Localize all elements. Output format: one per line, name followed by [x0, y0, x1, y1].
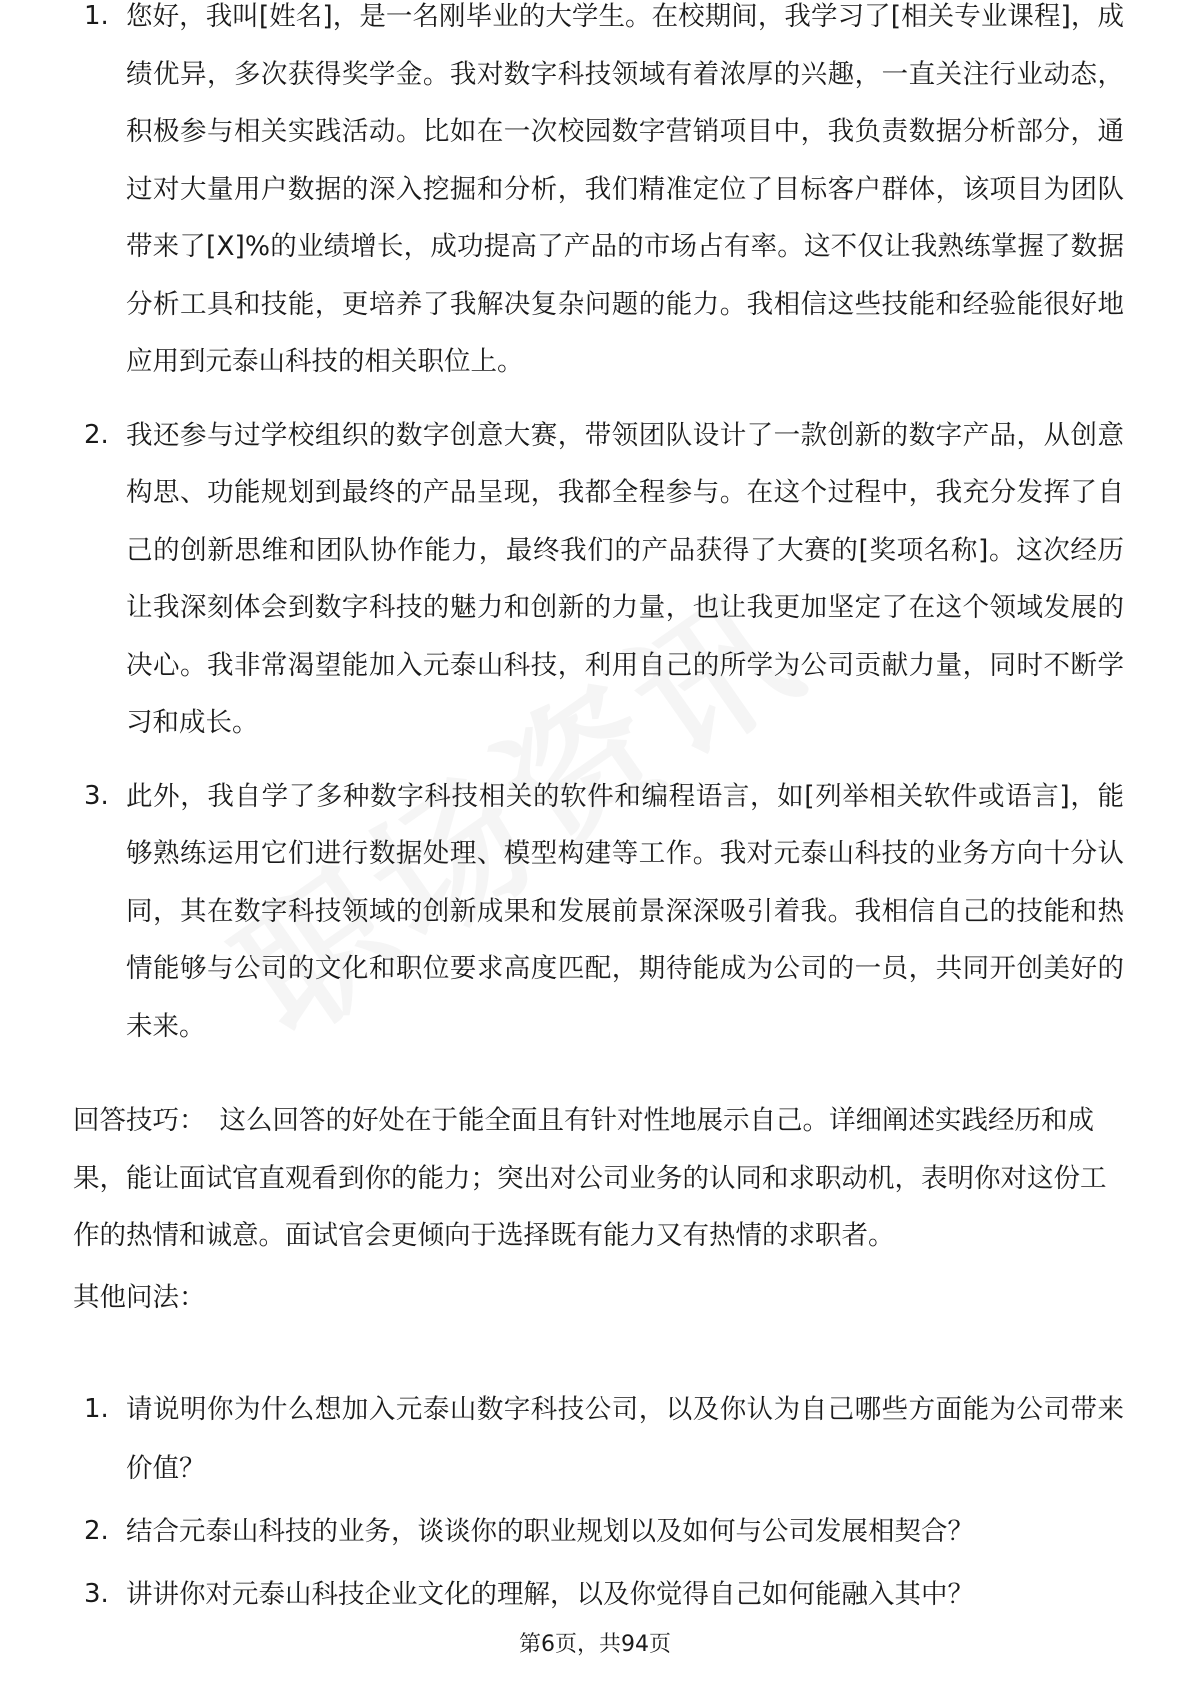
list-item	[0, 1565, 1124, 1624]
list-item-text: 结合元泰山科技的业务，谈谈你的职业规划以及如何与公司发展相契合？	[126, 1516, 974, 1547]
list-item	[0, 0, 1124, 391]
list-item	[0, 407, 1124, 752]
answer-tips	[73, 1092, 1125, 1265]
list-item	[0, 768, 1124, 1056]
list-item-number: 3.	[84, 780, 109, 811]
list-item	[0, 1380, 1124, 1498]
list-item-text: 讲讲你对元泰山科技企业文化的理解，以及你觉得自己如何能融入其中？	[126, 1579, 974, 1610]
list-item-number: 2.	[84, 1516, 109, 1546]
tips-text: 这么回答的好处在于能全面且有针对性地展示自己。详细阐述实践经历和成果，能让面试官直观看到你的能力；突出对公司业务的认同和求职动机，表明你对这份工作的热情和诚意。面试官会更倾向于选择既有能力又有热情的求职者。	[73, 1105, 1107, 1251]
list-item-number: 2.	[84, 419, 109, 450]
tips-label: 回答技巧：	[73, 1105, 206, 1136]
list-item-text: 我还参与过学校组织的数字创意大赛，带领团队设计了一款创新的数字产品，从创意构思、功能规划到最终的产品呈现，我都全程参与。在这个过程中，我充分发挥了自己的创新思维和团队协作能力，最终我们的产品获得了大赛的[奖项名称]。这次经历让我深刻体会到数字科技的魅力和创新的力量，也让我更加坚定了在这个领域发展的决心。我非常渴望能加入元泰山科技，利用自己的所学为公司贡献力量，同时不断学习和成长。	[126, 419, 1124, 738]
list-item-number: 3.	[84, 1579, 109, 1609]
answer-list	[0, 1, 1124, 1055]
list-item-text: 您好，我叫[姓名]，是一名刚毕业的大学生。在校期间，我学习了[相关专业课程]，成绩优异，多次获得奖学金。我对数字科技领域有着浓厚的兴趣，一直关注行业动态，积极参与相关实践活动。比如在一次校园数字营销项目中，我负责数据分析部分，通过对大量用户数据的深入挖掘和分析，我们精准定位了目标客户群体，该项目为团队带来了[X]%的业绩增长，成功提高了产品的市场占有率。这不仅让我熟练掌握了数据分析工具和技能，更培养了我解决复杂问题的能力。我相信这些技能和经验能很好地应用到元泰山科技的相关职位上。	[126, 1, 1124, 377]
list-item	[0, 1502, 1124, 1561]
list-item-number: 1.	[84, 1, 109, 31]
other-questions-list	[0, 1380, 1124, 1624]
list-item-text: 请说明你为什么想加入元泰山数字科技公司，以及你认为自己哪些方面能为公司带来价值？	[126, 1394, 1124, 1484]
other-questions-heading: 其他问法：	[73, 1282, 206, 1313]
list-item-number: 1.	[84, 1394, 109, 1424]
list-item-text: 此外，我自学了多种数字科技相关的软件和编程语言，如[列举相关软件或语言]，能够熟练运用它们进行数据处理、模型构建等工作。我对元泰山科技的业务方向十分认同，其在数字科技领域的创新成果和发展前景深深吸引着我。我相信自己的技能和热情能够与公司的文化和职位要求高度匹配，期待能成为公司的一员，共同开创美好的未来。	[126, 780, 1124, 1042]
page-footer: 第6页，共94页	[519, 1632, 671, 1657]
